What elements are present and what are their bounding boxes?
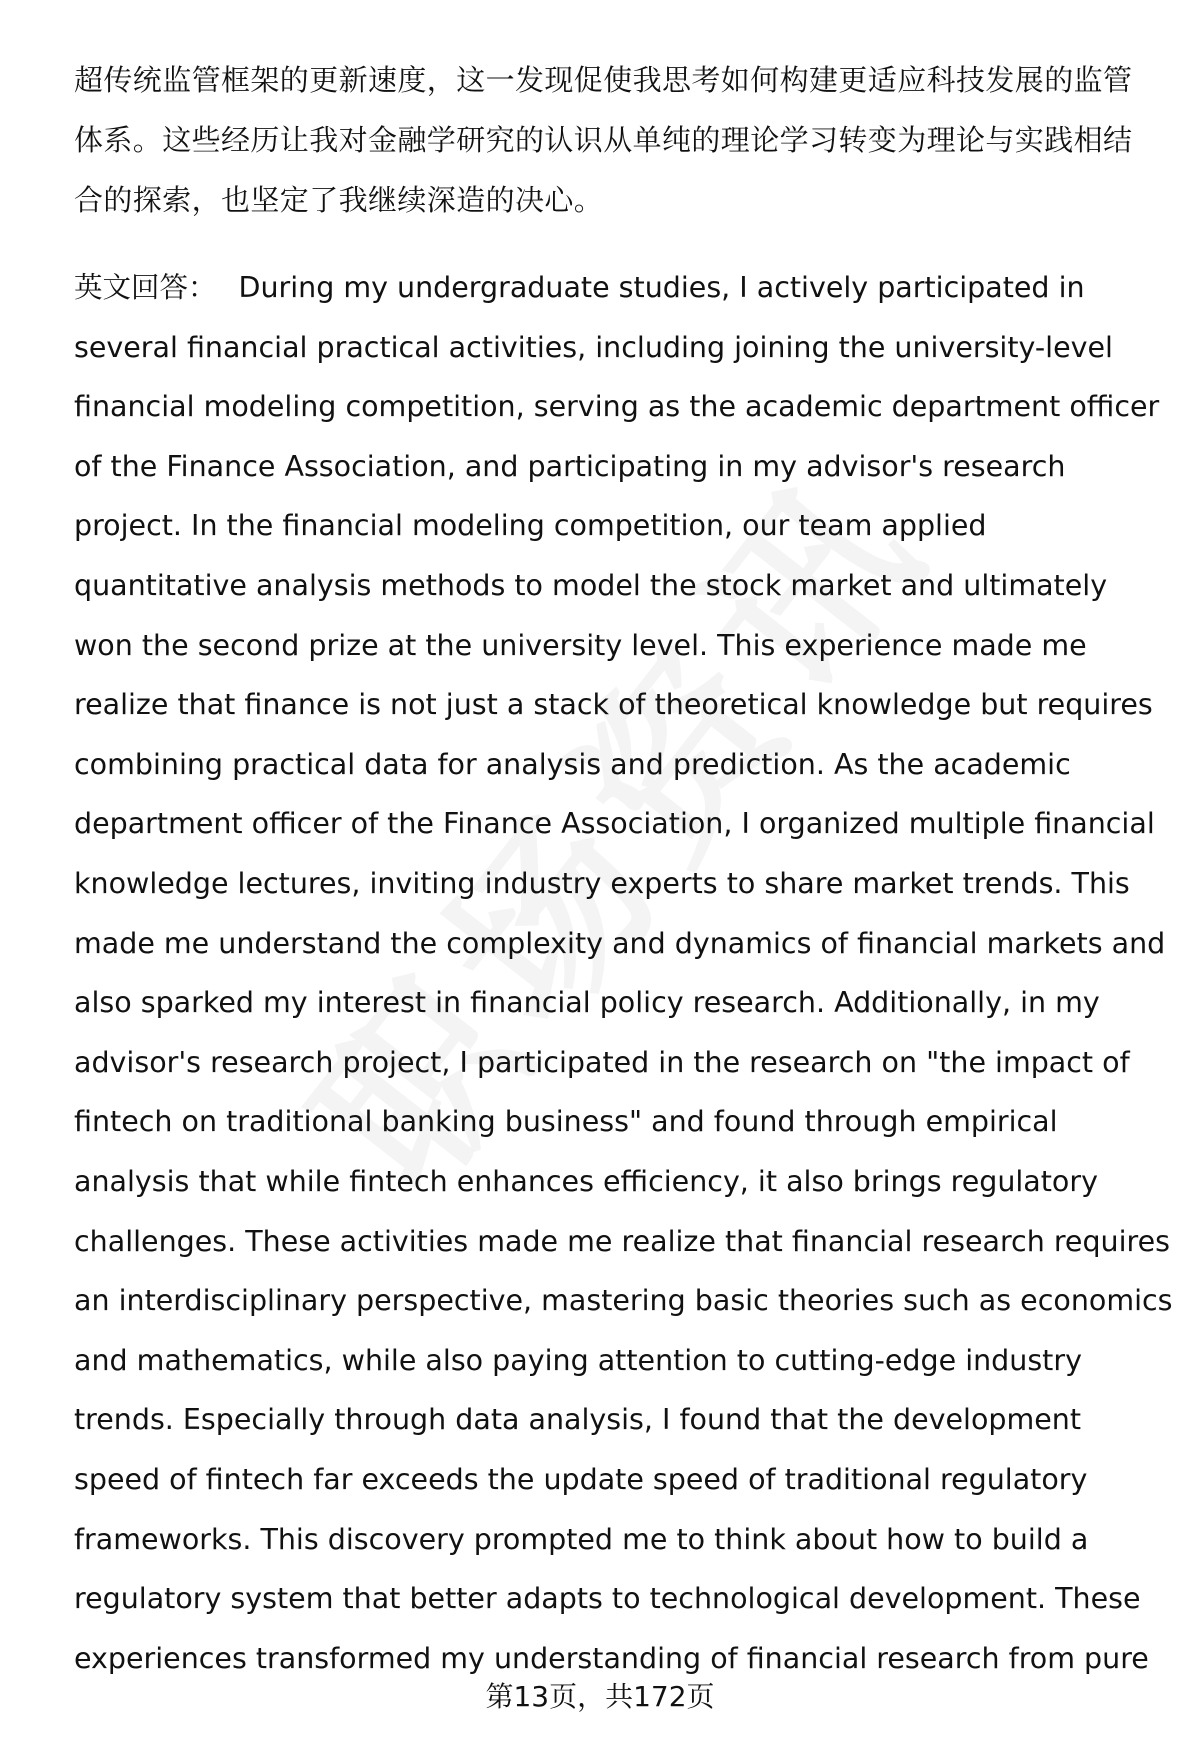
text-line: department officer of the Finance Association, I organized multiple financial xyxy=(74,807,1155,840)
text-line: project. In the financial modeling competition, our team applied xyxy=(74,509,987,542)
answer-first-line: During my undergraduate studies, I actively participated in xyxy=(238,271,1085,304)
text-line: challenges. These activities made me realize that financial research requires xyxy=(74,1225,1170,1258)
text-line xyxy=(74,268,1085,308)
text-line: of the Finance Association, and participating in my advisor's research xyxy=(74,450,1066,483)
text-line: fintech on traditional banking business" and found through empirical xyxy=(74,1105,1058,1138)
text-line: trends. Especially through data analysis, I found that the development xyxy=(74,1403,1082,1436)
text-line: frameworks. This discovery prompted me to think about how to build a xyxy=(74,1523,1089,1556)
text-line: experiences transformed my understanding of financial research from pure xyxy=(74,1642,1149,1675)
answer-label: 英文回答： xyxy=(74,271,217,304)
text-line: regulatory system that better adapts to technological development. These xyxy=(74,1582,1141,1615)
text-line: won the second prize at the university level. This experience made me xyxy=(74,629,1087,662)
text-line: realize that finance is not just a stack of theoretical knowledge but requires xyxy=(74,688,1153,721)
text-line: combining practical data for analysis and prediction. As the academic xyxy=(74,748,1071,781)
text-line: 体系。这些经历让我对金融学研究的认识从单纯的理论学习转变为理论与实践相结 xyxy=(74,123,1133,157)
page-indicator: 第13页，共172页 xyxy=(485,1680,715,1713)
text-line: 超传统监管框架的更新速度，这一发现促使我思考如何构建更适应科技发展的监管 xyxy=(74,63,1133,97)
text-line: knowledge lectures, inviting industry experts to share market trends. This xyxy=(74,867,1130,900)
text-line: quantitative analysis methods to model the stock market and ultimately xyxy=(74,569,1108,602)
text-line: made me understand the complexity and dynamics of financial markets and xyxy=(74,927,1166,960)
text-line: 合的探索，也坚定了我继续深造的决心。 xyxy=(74,183,604,217)
text-line: several financial practical activities, including joining the university-level xyxy=(74,331,1113,364)
text-line: speed of fintech far exceeds the update speed of traditional regulatory xyxy=(74,1463,1088,1496)
text-line: and mathematics, while also paying attention to cutting-edge industry xyxy=(74,1344,1082,1377)
text-line: advisor's research project, I participated in the research on "the impact of xyxy=(74,1046,1130,1079)
text-line: also sparked my interest in financial policy research. Additionally, in my xyxy=(74,986,1100,1019)
text-line: analysis that while fintech enhances efficiency, it also brings regulatory xyxy=(74,1165,1098,1198)
text-line: an interdisciplinary perspective, mastering basic theories such as economics xyxy=(74,1284,1173,1317)
text-line: financial modeling competition, serving as the academic department officer xyxy=(74,390,1160,423)
